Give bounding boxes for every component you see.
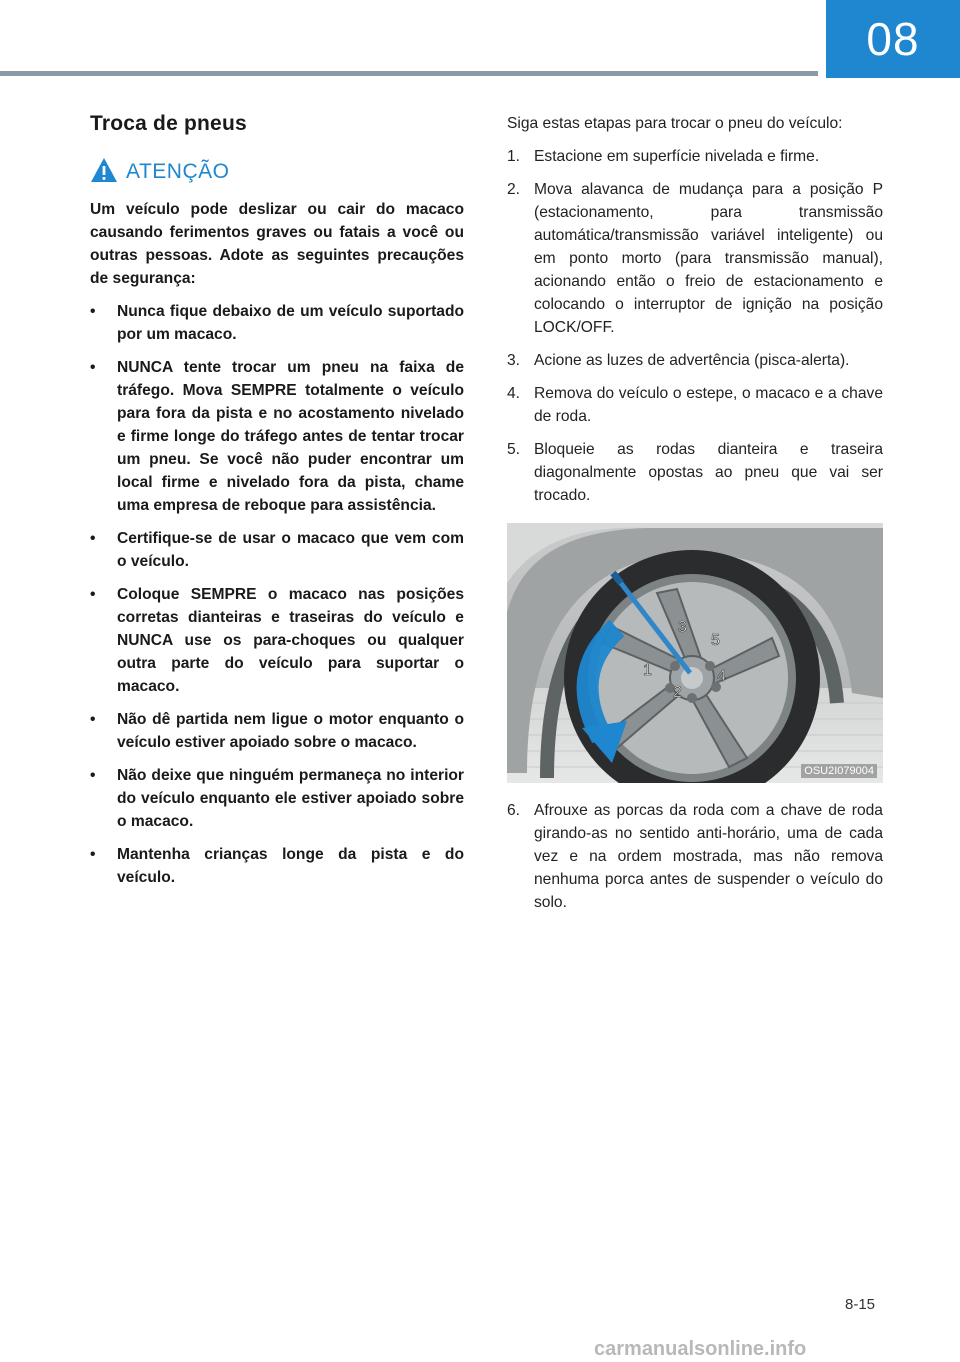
watermark: carmanualsonline.info — [594, 1338, 807, 1360]
procedure-intro: Siga estas etapas para trocar o pneu do veículo: — [507, 115, 843, 132]
procedure-steps — [507, 145, 883, 507]
step-number: 4. — [507, 385, 521, 402]
warning-title: ATENÇÃO — [126, 160, 230, 183]
wheel-illustration — [507, 523, 883, 783]
bullet-mark: • — [90, 586, 96, 603]
step-number: 5. — [507, 441, 521, 458]
step-number: 1. — [507, 148, 521, 165]
list-item — [507, 799, 883, 914]
list-item — [90, 356, 464, 517]
chapter-tab — [826, 0, 960, 78]
nut-label-3: 3 — [678, 619, 687, 636]
step-number: 3. — [507, 352, 521, 369]
figure-code: OSU2I079004 — [801, 764, 877, 778]
right-column — [507, 112, 883, 924]
bullet-text: Mantenha crianças longe da pista e do veículo. — [117, 846, 464, 886]
nut-label-2: 2 — [673, 684, 682, 701]
nut-label-5: 5 — [711, 632, 720, 649]
warning-intro: Um veículo pode deslizar ou cair do macaco causando ferimentos graves ou fatais a você ou outras pessoas. Adote as seguintes precauções de segurança: — [90, 201, 464, 287]
nut-label-4: 4 — [717, 668, 726, 685]
bullet-mark: • — [90, 846, 96, 863]
step-text: Mova alavanca de mudança para a posição P (estacionamento, para transmissão automática/transmissão variável inteligente) ou em ponto morto (para transmissão manual), acionando então o freio de estacionamento e colocando o interruptor de ignição na posição LOCK/OFF. — [534, 181, 883, 336]
nut-label-1: 1 — [643, 662, 652, 679]
header-rule — [0, 71, 818, 76]
bullet-text: Coloque SEMPRE o macaco nas posições corretas dianteiras e traseiras do veículo e NUNCA use os para-choques ou qualquer outra parte do veículo para suportar o macaco. — [117, 586, 464, 695]
bullet-mark: • — [90, 303, 96, 320]
list-item — [507, 382, 883, 428]
warning-bullet-list — [90, 300, 464, 889]
bullet-mark: • — [90, 711, 96, 728]
bullet-mark: • — [90, 767, 96, 784]
step-text: Estacione em superfície nivelada e firme. — [534, 148, 820, 165]
list-item — [90, 527, 464, 573]
list-item — [507, 145, 883, 168]
list-item — [90, 583, 464, 698]
step-number: 2. — [507, 181, 521, 198]
step-number: 6. — [507, 802, 521, 819]
list-item — [90, 708, 464, 754]
step-text: Bloqueie as rodas dianteira e traseira diagonalmente opostas ao pneu que vai ser trocado. — [534, 441, 883, 504]
list-item — [90, 764, 464, 833]
list-item — [507, 438, 883, 507]
bullet-text: Nunca fique debaixo de um veículo suportado por um macaco. — [117, 303, 464, 343]
bullet-mark: • — [90, 359, 96, 376]
step-text: Acione as luzes de advertência (pisca-alerta). — [534, 352, 850, 369]
warning-header — [90, 160, 464, 184]
chapter-number: 08 — [866, 13, 920, 65]
step-text: Afrouxe as porcas da roda com a chave de roda girando-as no sentido anti-horário, uma de cada vez e na ordem mostrada, mas não remova nenhuma porca antes de suspender o veículo do solo. — [534, 802, 883, 911]
step-text: Remova do veículo o estepe, o macaco e a chave de roda. — [534, 385, 883, 425]
bullet-mark: • — [90, 530, 96, 547]
warning-triangle-icon — [90, 156, 118, 184]
bullet-text: Certifique-se de usar o macaco que vem com o veículo. — [117, 530, 464, 570]
bullet-text: Não dê partida nem ligue o motor enquanto o veículo estiver apoiado sobre o macaco. — [117, 711, 464, 751]
list-item — [507, 178, 883, 339]
bullet-text: Não deixe que ninguém permaneça no interior do veículo enquanto ele estiver apoiado sobre o macaco. — [117, 767, 464, 830]
section-title: Troca de pneus — [90, 112, 247, 135]
bullet-text: NUNCA tente trocar um pneu na faixa de tráfego. Mova SEMPRE totalmente o veículo para fora da pista e no acostamento nivelado e firme longe do tráfego antes de tentar trocar um pneu. Se você não puder encontrar um local firme e nivelado fora da pista, chame uma empresa de reboque para assistência. — [117, 359, 464, 514]
procedure-steps-continued — [507, 799, 883, 914]
list-item — [90, 300, 464, 346]
page-number: 8-15 — [845, 1296, 876, 1313]
wheel-drawing — [507, 523, 883, 783]
list-item — [507, 349, 883, 372]
list-item — [90, 843, 464, 889]
left-column — [90, 112, 464, 899]
